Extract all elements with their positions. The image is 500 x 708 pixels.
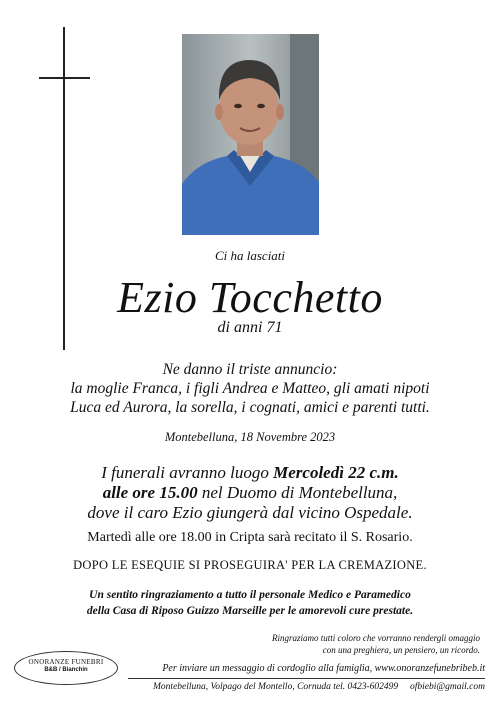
funeral-text: nel Duomo di Montebelluna,	[197, 483, 398, 502]
deceased-name: Ezio Tocchetto	[117, 273, 383, 322]
thanks-line: della Casa di Riposo Guizzo Marseille per le amorevoli cure prestate.	[86, 605, 414, 617]
funeral-info	[0, 463, 500, 523]
condolence-message[interactable]: Per inviare un messaggio di cordoglio alla famiglia, www.onoranzefunebribeb.it	[162, 663, 485, 674]
cross-horizontal	[39, 77, 90, 79]
funeral-time: alle ore 15.00	[102, 483, 198, 502]
logo-line: B&B / Bianchin	[44, 667, 88, 673]
footer-divider	[128, 678, 485, 679]
acknowledgment-line: con una preghiera, un pensiero, un ricordo.	[322, 645, 480, 655]
acknowledgment-line: Ringraziamo tutti coloro che vorranno rendergli omaggio	[272, 633, 480, 643]
funeral-home-logo	[14, 651, 118, 685]
thanks-line: Un sentito ringraziamento a tutto il personale Medico e Paramedico	[89, 589, 411, 601]
thanks-text	[0, 587, 500, 619]
announcement	[0, 360, 500, 417]
email-link[interactable]: ofbiebi@gmail.com	[410, 682, 485, 692]
acknowledgment-text	[230, 632, 480, 656]
announcement-line: Luca ed Aurora, la sorella, i cognati, amici e parenti tutti.	[70, 399, 430, 416]
funeral-day: Mercoledì 22 c.m.	[273, 463, 399, 482]
rosary-text: Martedì alle ore 18.00 in Cripta sarà recitato il S. Rosario.	[87, 530, 413, 545]
logo-line: ONORANZE FUNEBRI	[28, 658, 104, 666]
portrait-photo	[182, 34, 319, 235]
footer-address	[130, 682, 485, 692]
announcement-line: Ne danno il triste annuncio:	[162, 361, 338, 378]
cremation-text: DOPO LE ESEQUIE SI PROSEGUIRA' PER LA CREMAZIONE.	[73, 558, 427, 572]
announcement-line: la moglie Franca, i figli Andrea e Matteo, gli amati nipoti	[70, 380, 430, 397]
place-date: Montebelluna, 18 Novembre 2023	[164, 430, 336, 444]
deceased-age: di anni 71	[217, 319, 283, 336]
address-text: Montebelluna, Volpago del Montello, Cornuda tel. 0423-602499	[153, 682, 399, 692]
funeral-text: I funerali avranno luogo	[101, 463, 274, 482]
intro-text: Ci ha lasciati	[214, 248, 286, 263]
funeral-text: dove il caro Ezio giungerà dal vicino Ospedale.	[87, 503, 413, 522]
